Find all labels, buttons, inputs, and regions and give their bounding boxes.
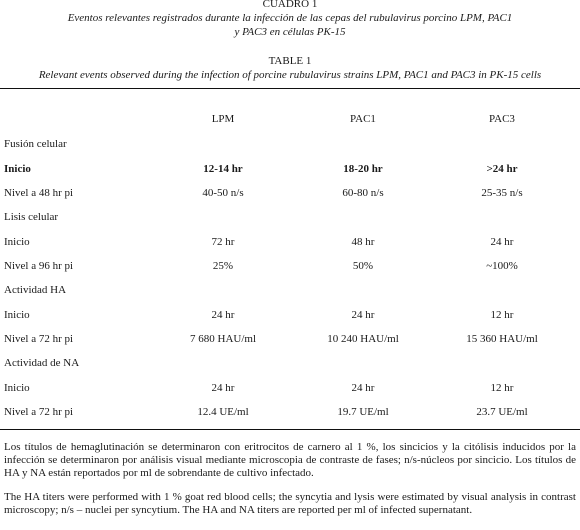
table-label-es: CUADRO 1 (262, 0, 318, 10)
table-cell: 25-35 n/s (481, 187, 523, 199)
footnote-en: The HA titers were performed with 1 % goat red blood cells; the syncytia and lysis were estimated by visual analysis in contrast microscopy; n/s – nuclei per syncytium. The HA and NA titers are reported per ml of infected supernatant. (4, 491, 576, 516)
row-label: Nivel a 48 hr pi (4, 187, 74, 199)
table-title-en: Relevant events observed during the infection of porcine rubulavirus strains LPM, PAC1 and PAC3 in PK-15 cells (38, 69, 542, 81)
table-cell: 7 680 HAU/ml (190, 333, 256, 345)
table-cell: 12-14 hr (203, 163, 243, 175)
row-label: Inicio (4, 382, 30, 394)
table-cell: 48 hr (351, 236, 375, 248)
table-cell: 12 hr (490, 309, 514, 321)
table-title-es-line2: y PAC3 en células PK-15 (234, 26, 346, 38)
row-label: Nivel a 72 hr pi (4, 406, 74, 418)
table-cell: 24 hr (351, 309, 375, 321)
table-cell: 60-80 n/s (342, 187, 384, 199)
table-cell: 19.7 UE/ml (337, 406, 389, 418)
row-label: Nivel a 72 hr pi (4, 333, 74, 345)
top-rule (0, 88, 580, 89)
table-cell: 24 hr (351, 382, 375, 394)
table-title-es-line1: Eventos relevantes registrados durante la infección de las cepas del rubulavirus porcino LPM, PAC1 (67, 12, 513, 24)
row-label: Inicio (4, 309, 30, 321)
row-label: Inicio (4, 163, 31, 175)
table-cell: 18-20 hr (343, 163, 383, 175)
footnote-es: Los títulos de hemaglutinación se determinaron con eritrocitos de carnero al 1 %, los sincicios y la citólisis inducidos por la infección se determinaron por análisis visual mediante microscopia de contraste de fases; n/s-núcleos por sincicio. Los títulos de HA y NA están reportados por ml de sobrendante de cultivo infectado. (4, 441, 576, 479)
table-cell: ~100% (486, 260, 518, 272)
section-title: Actividad HA (4, 284, 67, 296)
table-cell: 72 hr (211, 236, 235, 248)
section-title: Fusión celular (4, 138, 67, 150)
table-label-en: TABLE 1 (268, 55, 312, 67)
row-label: Inicio (4, 236, 30, 248)
section-title: Lisis celular (4, 211, 59, 223)
table-cell: 24 hr (211, 382, 235, 394)
column-header-lpm: LPM (211, 113, 235, 125)
column-header-pac3: PAC3 (489, 113, 515, 125)
column-header-pac1: PAC1 (350, 113, 376, 125)
table-cell: 23.7 UE/ml (476, 406, 528, 418)
table-cell: 10 240 HAU/ml (327, 333, 399, 345)
section-title: Actividad de NA (4, 357, 80, 369)
table-cell: 50% (352, 260, 374, 272)
table-cell: 25% (212, 260, 234, 272)
table-cell: 12 hr (490, 382, 514, 394)
table-cell: >24 hr (486, 163, 518, 175)
row-label: Nivel a 96 hr pi (4, 260, 74, 272)
table-cell: 24 hr (211, 309, 235, 321)
table-cell: 15 360 HAU/ml (466, 333, 538, 345)
table-cell: 40-50 n/s (202, 187, 244, 199)
table-cell: 24 hr (490, 236, 514, 248)
table-cell: 12.4 UE/ml (197, 406, 249, 418)
bottom-rule (0, 429, 580, 430)
